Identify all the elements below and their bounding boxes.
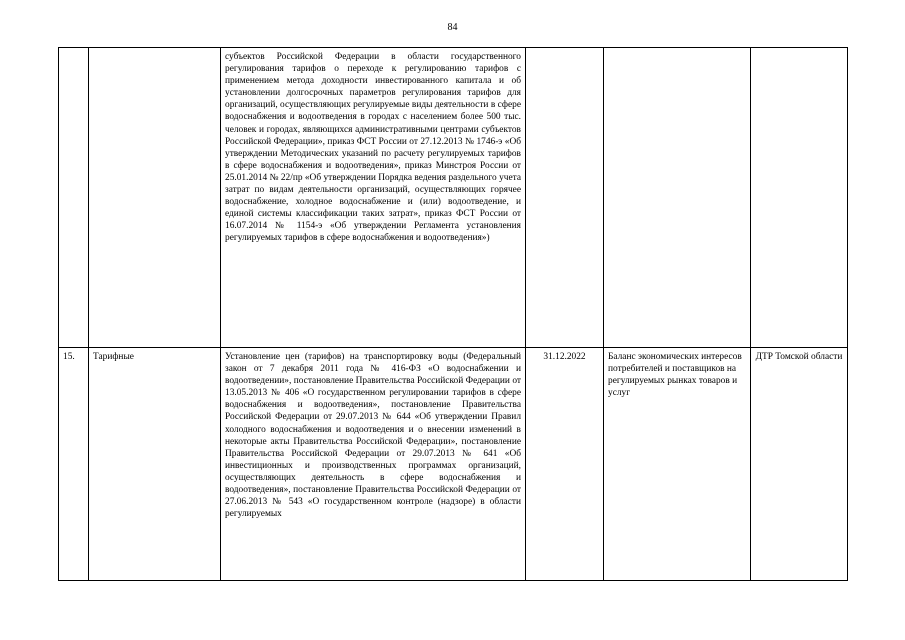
responsible-cell — [751, 48, 848, 348]
date-cell — [526, 48, 604, 348]
responsible-cell: ДТР Томской области — [751, 348, 848, 581]
measure-text-cell: субъектов Российской Федерации в области государственного регулирования тарифов о переходе к регулированию тарифов с применением метода доходности инвестированного капитала и об установлении долгосрочных параметров регулирования тарифов для организаций, осуществляющих регулируемые виды деятельности в сфере водоснабжения и водоотведения в городах с населением более 500 тыс. человек и городах, являющихся административными центрами субъектов Российской Федерации», приказ ФСТ России от 27.12.2013 № 1746-э «Об утверждении Методических указаний по расчету регулируемых тарифов в сфере водоснабжения и водоотведения», приказ Минстроя России от 25.01.2014 № 22/пр «Об утверждении Порядка ведения раздельного учета затрат по видам деятельности организаций, осуществляющих горячее водоснабжение, холодное водоснабжение и (или) водоотведение, и единой системы классификации таких затрат», приказ ФСТ России от 16.07.2014 № 1154-э «Об утверждении Регламента установления регулируемых тарифов в сфере водоснабжения и водоотведения») — [221, 48, 526, 348]
measures-table — [58, 47, 848, 581]
category-cell — [89, 48, 221, 348]
date-cell: 31.12.2022 — [526, 348, 604, 581]
table-row — [59, 348, 848, 581]
goal-cell — [604, 48, 751, 348]
page-number: 84 — [447, 22, 458, 33]
row-number-cell: 15. — [59, 348, 89, 581]
category-cell: Тарифные — [89, 348, 221, 581]
table-row — [59, 48, 848, 348]
measure-text-cell: Установление цен (тарифов) на транспортировку воды (Федеральный закон от 7 декабря 2011 года № 416-ФЗ «О водоснабжении и водоотведении», постановление Правительства Российской Федерации от 13.05.2013 № 406 «О государственном регулировании тарифов в сфере водоснабжения и водоотведения», постановление Правительства Российской Федерации от 29.07.2013 № 644 «Об утверждении Правил холодного водоснабжения и водоотведения и о внесении изменений в некоторые акты Правительства Российской Федерации», постановление Правительства Российской Федерации от 29.07.2013 № 641 «Об инвестиционных и производственных программах организаций, осуществляющих деятельность в сфере водоснабжения и водоотведения», постановление Правительства Российской Федерации от 27.06.2013 № 543 «О государственном контроле (надзоре) в области регулируемых — [221, 348, 526, 581]
row-number-cell — [59, 48, 89, 348]
goal-cell: Баланс экономических интересов потребителей и поставщиков на регулируемых рынках товаров и услуг — [604, 348, 751, 581]
